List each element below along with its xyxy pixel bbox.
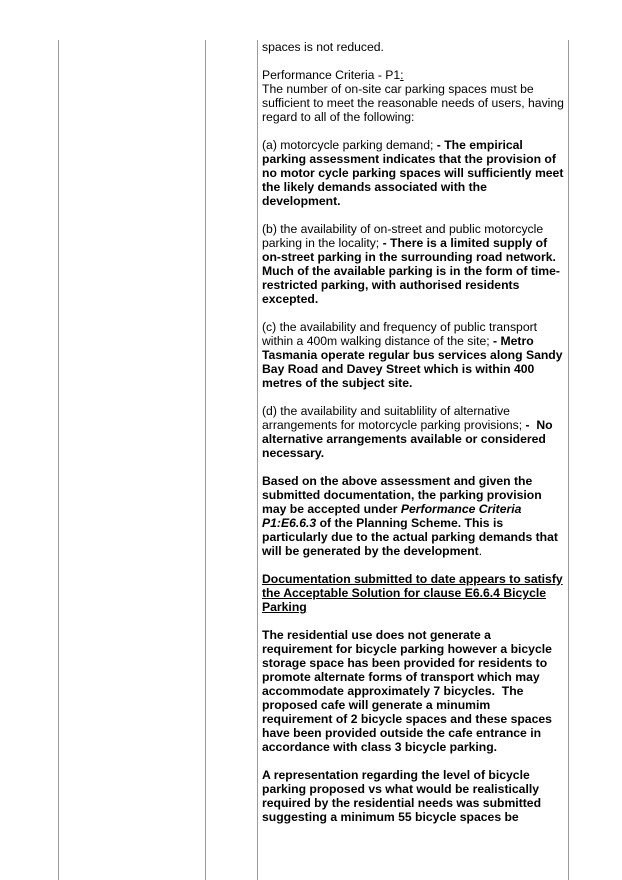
- table-rule-left: [58, 40, 59, 880]
- conclusion-start: Based on the above assessment and given the submitted documentation, the parking provision may be accepted under: [262, 474, 542, 516]
- criterion-c-response: - Metro Tasmania operate regular bus services along Sandy Bay Road and Davey Street which is within 400 metres of the subject site.: [262, 334, 566, 390]
- performance-criteria-paragraph: [262, 68, 564, 124]
- criterion-c: [262, 320, 564, 390]
- criterion-d-text: (d) the availability and suitablility of alternative arrangements for motorcycle parking provisions;: [262, 404, 526, 432]
- criterion-a-response: - The empirical parking assessment indicates that the provision of no motor cycle parking spaces will sufficiently meet the likely demands associated with the development.: [262, 138, 567, 208]
- table-rule-middle-1: [205, 40, 206, 880]
- performance-criteria-heading: Performance Criteria - P1: [262, 68, 401, 82]
- bicycle-heading: Documentation submitted to date appears to satisfy the Acceptable Solution for clause E6.6.4 Bicycle Parking: [262, 572, 563, 614]
- criterion-d-response: - No alternative arrangements available or considered necessary.: [262, 418, 556, 460]
- criterion-d: [262, 404, 564, 460]
- conclusion-criteria-ref: Performance Criteria P1:E6.6.3: [262, 502, 522, 530]
- intro-line: spaces is not reduced.: [262, 40, 384, 54]
- criterion-b-response: - There is a limited supply of on-street parking in the surrounding road network. Much of the available parking is in the form of time-restricted parking, with authorised residents excepted.: [262, 236, 560, 306]
- assessment-cell: [262, 40, 567, 838]
- performance-criteria-colon: :: [400, 68, 404, 82]
- criterion-b-text: (b) the availability of on-street and public motorcycle parking in the locality;: [262, 222, 547, 250]
- representation-paragraph: A representation regarding the level of bicycle parking proposed vs what would be realistically required by the residential needs was submitted suggesting a minimum 55 bicycle spaces be: [262, 768, 542, 824]
- performance-criteria-body: The number of on-site car parking spaces must be sufficient to meet the reasonable needs of users, having regard to all of the following:: [262, 82, 564, 124]
- conclusion-end: of the Planning Scheme. This is particularly due to the actual parking demands that will be generated by the development: [262, 516, 558, 558]
- table-rule-middle-2: [257, 40, 258, 880]
- criterion-a: [262, 138, 567, 208]
- table-rule-right: [568, 40, 569, 880]
- criterion-a-text: (a) motorcycle parking demand;: [262, 138, 437, 152]
- criterion-c-text: (c) the availability and frequency of public transport within a 400m walking distance of the site;: [262, 320, 541, 348]
- conclusion-paragraph: [262, 474, 564, 558]
- conclusion-period: .: [478, 544, 483, 558]
- bicycle-paragraph: The residential use does not generate a requirement for bicycle parking however a bicycle storage space has been provided for residents to promote alternate forms of transport which may accommodate approximately 7 bicycles. The proposed cafe will generate a minumim requirement of 2 bicycle spaces and these spaces have been provided outside the cafe entrance in accordance with class 3 bicycle parking.: [262, 628, 556, 754]
- criterion-b: [262, 222, 564, 306]
